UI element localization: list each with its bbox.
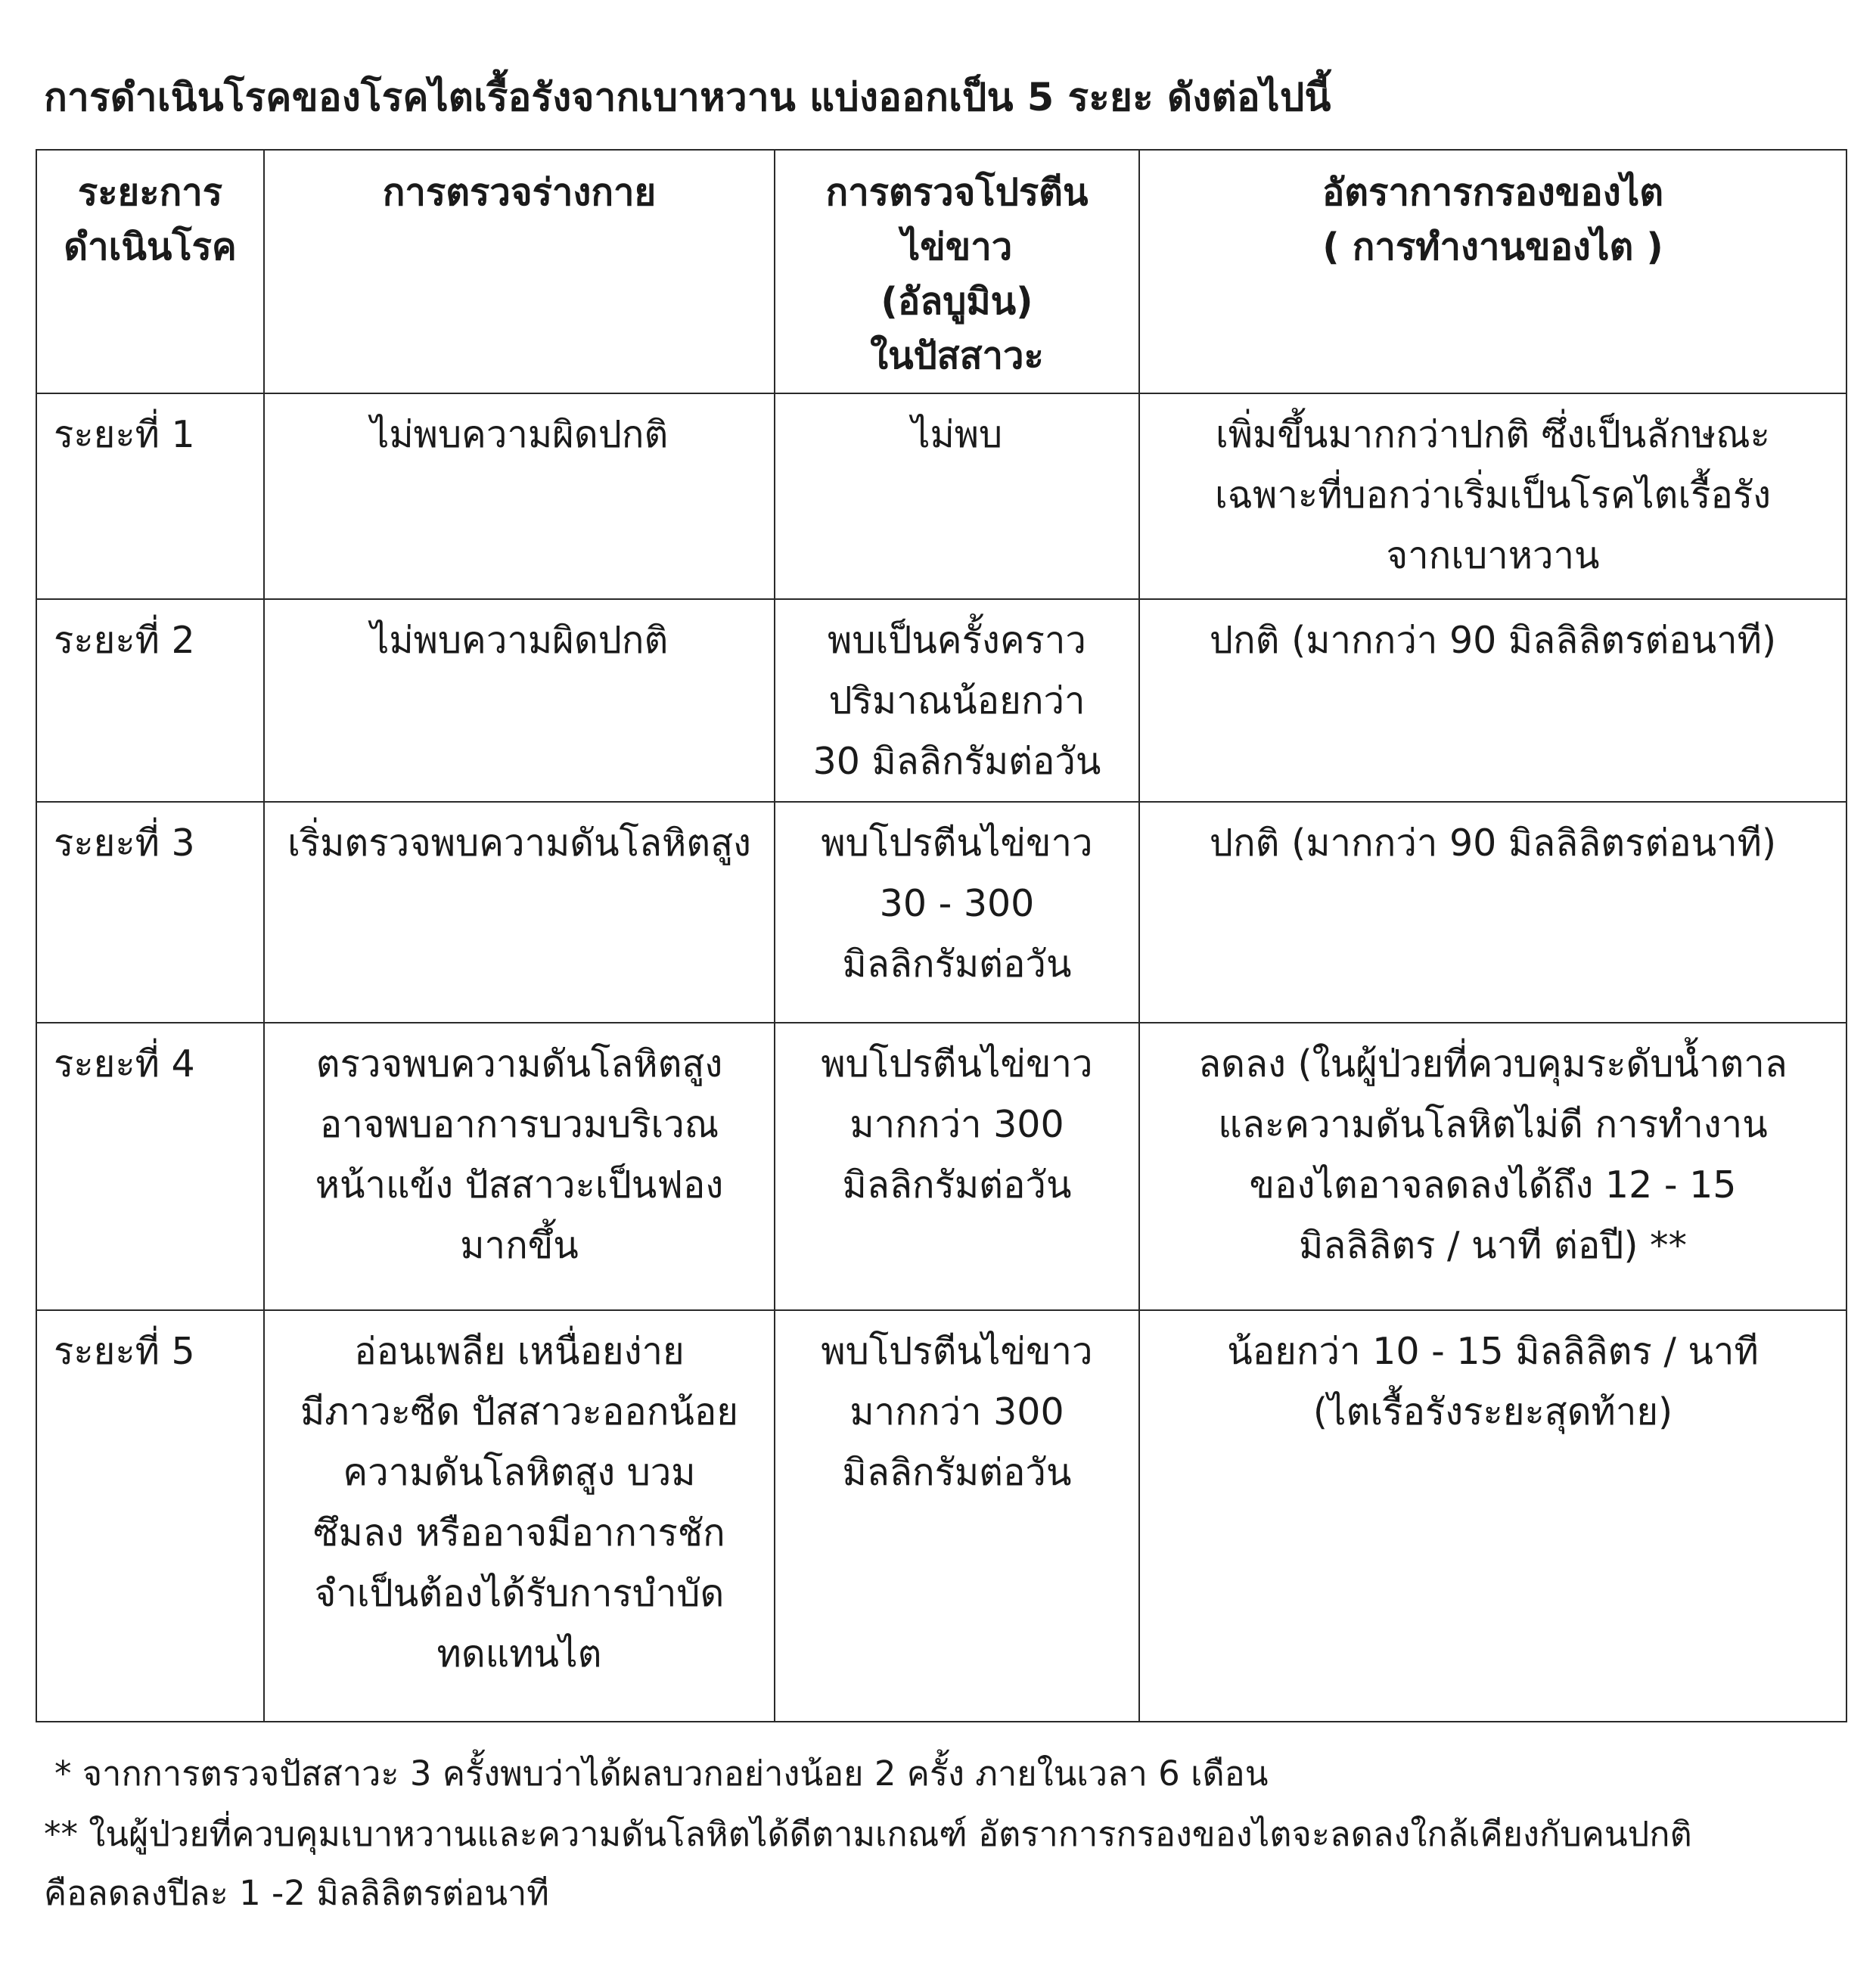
- footnote-double-asterisk-continued: คือลดลงปีละ 1 -2 มิลลิลิตรต่อนาที: [44, 1873, 549, 1913]
- gfr-cell: น้อยกว่า 10 - 15 มิลลิลิตร / นาที (ไตเรื้อรังระยะสุดท้าย): [1139, 1310, 1846, 1722]
- urine-albumin-cell: พบเป็นครั้งคราว ปริมาณน้อยกว่า 30 มิลลิกรัมต่อวัน: [775, 599, 1139, 802]
- urine-albumin-cell: พบโปรตีนไข่ขาว มากกว่า 300 มิลลิกรัมต่อวัน: [775, 1023, 1139, 1310]
- urine-albumin-cell: พบโปรตีนไข่ขาว มากกว่า 300 มิลลิกรัมต่อวัน: [775, 1310, 1139, 1722]
- physical-exam-cell: ไม่พบความผิดปกติ: [264, 393, 775, 599]
- header-gfr: อัตราการกรองของไต ( การทำงานของไต ): [1139, 150, 1846, 393]
- table-row-stage-1: [36, 393, 1846, 599]
- document-title: การดำเนินโรคของโรคไตเรื้อรังจากเบาหวาน แบ่งออกเป็น 5 ระยะ ดังต่อไปนี้: [44, 76, 1331, 120]
- header-stage: ระยะการ ดำเนินโรค: [36, 150, 264, 393]
- table-row-stage-5: [36, 1310, 1846, 1722]
- physical-exam-cell: อ่อนเพลีย เหนื่อยง่าย มีภาวะซีด ปัสสาวะออกน้อย ความดันโลหิตสูง บวม ซึมลง หรืออาจมีอาการชัก จำเป็นต้องได้รับการบำบัด ทดแทนไต: [264, 1310, 775, 1722]
- stage-cell: ระยะที่ 4: [36, 1023, 264, 1310]
- physical-exam-cell: เริ่มตรวจพบความดันโลหิตสูง: [264, 802, 775, 1023]
- table-row-stage-3: [36, 802, 1846, 1023]
- header-urine-albumin: การตรวจโปรตีน ไข่ขาว (อัลบูมิน) ในปัสสาวะ: [775, 150, 1139, 393]
- gfr-cell: ปกติ (มากกว่า 90 มิลลิลิตรต่อนาที): [1139, 599, 1846, 802]
- gfr-cell: ปกติ (มากกว่า 90 มิลลิลิตรต่อนาที): [1139, 802, 1846, 1023]
- table-row-stage-4: [36, 1023, 1846, 1310]
- urine-albumin-cell: ไม่พบ: [775, 393, 1139, 599]
- stage-cell: ระยะที่ 3: [36, 802, 264, 1023]
- footnote-double-asterisk: ** ในผู้ป่วยที่ควบคุมเบาหวานและความดันโลหิตได้ดีตามเกณฑ์ อัตราการกรองของไตจะลดลงใกล้เคียงกับคนปกติ: [44, 1814, 1692, 1854]
- table-header-row: [36, 150, 1846, 393]
- physical-exam-cell: ตรวจพบความดันโลหิตสูง อาจพบอาการบวมบริเวณ หน้าแข้ง ปัสสาวะเป็นฟอง มากขึ้น: [264, 1023, 775, 1310]
- gfr-cell: ลดลง (ในผู้ป่วยที่ควบคุมระดับน้ำตาล และความดันโลหิตไม่ดี การทำงาน ของไตอาจลดลงได้ถึง 12 - 15 มิลลิลิตร / นาที ต่อปี) **: [1139, 1023, 1846, 1310]
- ckd-stage-table: [36, 149, 1847, 1722]
- physical-exam-cell: ไม่พบความผิดปกติ: [264, 599, 775, 802]
- urine-albumin-cell: พบโปรตีนไข่ขาว 30 - 300 มิลลิกรัมต่อวัน: [775, 802, 1139, 1023]
- header-physical-exam: การตรวจร่างกาย: [264, 150, 775, 393]
- stage-cell: ระยะที่ 1: [36, 393, 264, 599]
- stage-cell: ระยะที่ 5: [36, 1310, 264, 1722]
- table-row-stage-2: [36, 599, 1846, 802]
- gfr-cell: เพิ่มขึ้นมากกว่าปกติ ซึ่งเป็นลักษณะ เฉพาะที่บอกว่าเริ่มเป็นโรคไตเรื้อรัง จากเบาหวาน: [1139, 393, 1846, 599]
- stage-cell: ระยะที่ 2: [36, 599, 264, 802]
- footnote-single-asterisk: * จากการตรวจปัสสาวะ 3 ครั้งพบว่าได้ผลบวกอย่างน้อย 2 ครั้ง ภายในเวลา 6 เดือน: [54, 1753, 1269, 1794]
